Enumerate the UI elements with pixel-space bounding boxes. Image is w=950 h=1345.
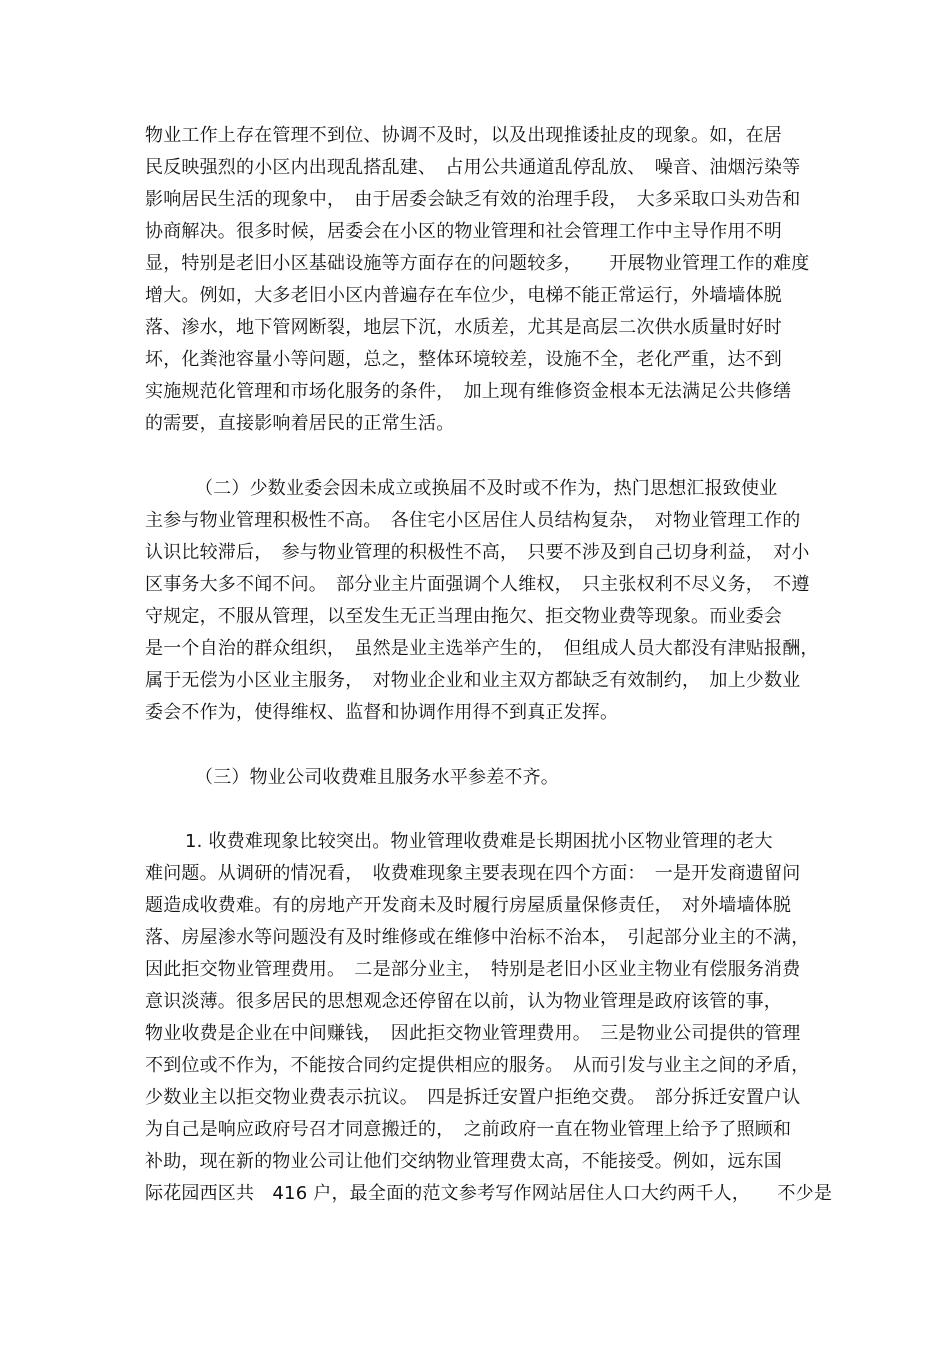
body-text-line: 委会不作为，使得维权、监督和协调作用得不到真正发挥。: [145, 702, 619, 723]
section-heading: （三）物业公司收费难且服务水平参差不齐。: [195, 767, 559, 788]
body-text-line: 是一个自治的群众组织， 虽然是业主选举产生的， 但组成人员大都没有津贴报酬，: [145, 638, 819, 659]
subsection-heading-line: 1. 收费难现象比较突出。物业管理收费难是长期困扰小区物业管理的老大: [185, 831, 773, 852]
body-text-line: 落、渗水，地下管网断裂，地层下沉，水质差，尤其是高层二次供水质量时好时: [145, 317, 782, 338]
body-text-line: 不到位或不作为，不能按合同约定提供相应的服务。 从而引发与业主之间的矛盾，: [145, 1055, 810, 1076]
body-text-line: 意识淡薄。很多居民的思想观念还停留在以前，认为物业管理是政府该管的事，: [145, 991, 782, 1012]
body-text-line: 落、房屋渗水等问题没有及时维修或在维修中治标不治本， 引起部分业主的不满，: [145, 927, 810, 948]
body-text-line: 显，特别是老旧小区基础设施等方面存在的问题较多， 开展物业管理工作的难度: [145, 253, 810, 274]
body-text-line: 为自己是响应政府号召才同意搬迁的， 之前政府一直在物业管理上给予了照顾和: [145, 1119, 792, 1140]
body-text-line: 协商解决。很多时候，居委会在小区的物业管理和社会管理工作中主导作用不明: [145, 221, 782, 242]
body-text-line: 主参与物业管理积极性不高。 各住宅小区居住人员结构复杂， 对物业管理工作的: [145, 510, 801, 531]
body-text-line: 际花园西区共 416 户，最全面的范文参考写作网站居住人口大约两千人， 不少是: [145, 1183, 833, 1204]
body-text-line: 补助，现在新的物业公司让他们交纳物业管理费太高，不能接受。例如，远东国: [145, 1151, 782, 1172]
body-text-line: 题造成收费难。有的房地产开发商未及时履行房屋质量保修责任， 对外墙墙体脱: [145, 895, 792, 916]
body-text-line: 影响居民生活的现象中， 由于居委会缺乏有效的治理手段， 大多采取口头劝告和: [145, 189, 801, 210]
body-text-line: 因此拒交物业管理费用。 二是部分业主， 特别是老旧小区业主物业有偿服务消费: [145, 959, 801, 980]
body-text-line: 认识比较滞后， 参与物业管理的积极性不高， 只要不涉及到自己切身利益， 对小: [145, 542, 810, 563]
body-text-line: 物业工作上存在管理不到位、协调不及时，以及出现推诿扯皮的现象。如，在居: [145, 125, 782, 146]
body-text-line: 实施规范化管理和市场化服务的条件， 加上现有维修资金根本无法满足公共修缮: [145, 381, 792, 402]
body-text-line: 少数业主以拒交物业费表示抗议。 四是拆迁安置户拒绝交费。 部分拆迁安置户认: [145, 1087, 801, 1108]
body-text-line: 坏，化粪池容量小等问题，总之，整体环境较差，设施不全，老化严重，达不到: [145, 349, 782, 370]
body-text-line: 民反映强烈的小区内出现乱搭乱建、 占用公共通道乱停乱放、 噪音、油烟污染等: [145, 157, 801, 178]
section-heading-line: （二）少数业委会因未成立或换届不及时或不作为，热门思想汇报致使业: [195, 478, 778, 499]
body-text-line: 守规定，不服从管理，以至发生无正当理由拖欠、拒交物业费等现象。而业委会: [145, 606, 782, 627]
body-text-line: 区事务大多不闻不问。 部分业主片面强调个人维权， 只主张权利不尽义务， 不遵: [145, 574, 810, 595]
body-text-line: 的需要，直接影响着居民的正常生活。: [145, 413, 455, 434]
body-text-line: 属于无偿为小区业主服务， 对物业企业和业主双方都缺乏有效制约， 加上少数业: [145, 670, 801, 691]
body-text-line: 难问题。从调研的情况看， 收费难现象主要表现在四个方面： 一是开发商遗留问: [145, 863, 801, 884]
body-text-line: 增大。例如，大多老旧小区内普遍存在车位少，电梯不能正常运行，外墙墙体脱: [145, 285, 782, 306]
body-text-line: 物业收费是企业在中间赚钱， 因此拒交物业管理费用。 三是物业公司提供的管理: [145, 1023, 801, 1044]
